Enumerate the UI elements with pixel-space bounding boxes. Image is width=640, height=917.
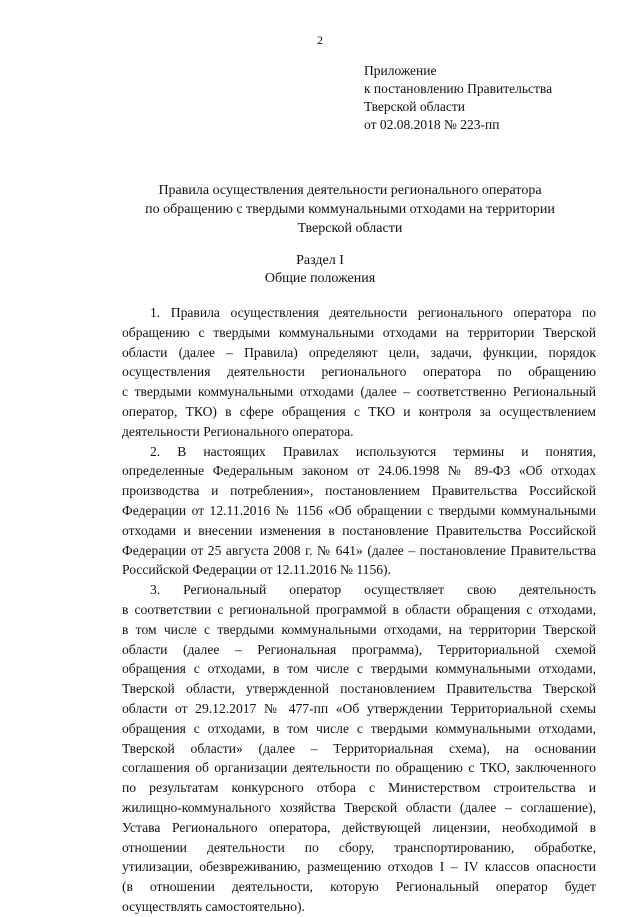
paragraph-line: Федерации от 12.11.2016 № 1156 «Об обращении с твердыми коммунальными	[122, 502, 596, 518]
paragraph-line: определенные Федеральным законом от 24.06.1998 № 89-ФЗ «Об отходах	[122, 463, 596, 479]
title-line: Тверской области	[297, 221, 403, 236]
paragraph-line: обращению с твердыми коммунальными отходами на территории Тверской	[122, 324, 596, 340]
paragraph-line: отходами и внесении изменения в постановление Правительства Российской	[122, 522, 596, 538]
paragraph-line: 1. Правила осуществления деятельности регионального оператора по	[150, 305, 596, 320]
paragraph	[122, 442, 596, 581]
title-line: по обращению с твердыми коммунальными отходами на территории	[145, 202, 555, 217]
paragraph-line: жилищно-коммунального хозяйства Тверской области (далее – соглашение),	[122, 799, 596, 815]
page-number: 2	[317, 33, 323, 47]
paragraph-line: Федерации от 25 августа 2008 г. № 641» (далее – постановление Правительства	[122, 542, 596, 558]
annex-line: к постановлению Правительства	[364, 81, 553, 96]
paragraph-line: области (далее – Правила) определяют цели, задачи, функции, порядок	[122, 344, 596, 360]
annex-line: Приложение	[364, 63, 437, 78]
paragraph-line: (в отношении деятельности, которую Региональный оператор будет	[122, 879, 596, 895]
document-body	[122, 303, 596, 917]
paragraph-line: по результатам конкурсного отбора с Министерством строительства и	[122, 780, 596, 796]
paragraph-line: с твердыми коммунальными отходами (далее – соответственно Региональный	[122, 384, 596, 400]
section-label: Раздел I	[296, 253, 344, 268]
paragraph-line: обращения с отходами, в том числе с твердыми коммунальными отходами,	[122, 661, 596, 677]
paragraph-line: области (далее – Региональная программа), Территориальной схемой	[122, 641, 596, 657]
annex-line: от 02.08.2018 № 223-пп	[364, 117, 500, 132]
paragraph-line: отношении деятельности по сбору, транспортированию, обработке,	[122, 839, 596, 855]
paragraph-line: утилизации, обезвреживанию, размещению отходов I – IV классов опасности	[122, 859, 596, 875]
section-name: Общие положения	[264, 271, 376, 286]
section-heading	[0, 252, 640, 288]
paragraph-line: 2. В настоящих Правилах используются термины и понятия,	[150, 443, 596, 459]
paragraph	[122, 303, 596, 442]
paragraph-line: деятельности Регионального оператора.	[122, 423, 354, 439]
paragraph-line: осуществлять самостоятельно).	[122, 898, 305, 914]
paragraph-line: производства и потребления», постановлением Правительства Российской	[122, 483, 596, 499]
paragraph-line: Российской Федерации от 12.11.2016 № 1156).	[122, 562, 391, 578]
paragraph-line: Тверской области, утвержденной постановлением Правительства Тверской	[122, 681, 596, 697]
document-title	[60, 181, 640, 238]
paragraph-line: в том числе с твердыми коммунальными отходами, на территории Тверской	[122, 621, 596, 637]
paragraph-line: в соответствии с региональной программой в области обращения с отходами,	[122, 601, 596, 617]
paragraph	[122, 580, 596, 917]
paragraph-line: обращения с отходами, в том числе с твердыми коммунальными отходами,	[122, 720, 596, 736]
annex-block	[364, 62, 552, 134]
paragraph-line: оператор, ТКО) в сфере обращения с ТКО и контроля за осуществлением	[122, 403, 596, 419]
paragraph-line: Тверской области» (далее – Территориальная схема), на основании	[122, 740, 596, 756]
paragraph-line: соглашения об организации деятельности по обращению с ТКО, заключенного	[122, 760, 596, 776]
title-line: Правила осуществления деятельности регионального оператора	[158, 183, 542, 198]
paragraph-line: Устава Регионального оператора, действующей лицензии, необходимой в	[122, 819, 596, 835]
paragraph-line: области от 29.12.2017 № 477-пп «Об утверждении Территориальной схемы	[122, 700, 596, 716]
annex-line: Тверской области	[364, 99, 465, 114]
paragraph-line: осуществления деятельности регионального оператора по обращению	[122, 364, 596, 380]
paragraph-line: 3. Региональный оператор осуществляет свою деятельность	[150, 582, 596, 598]
